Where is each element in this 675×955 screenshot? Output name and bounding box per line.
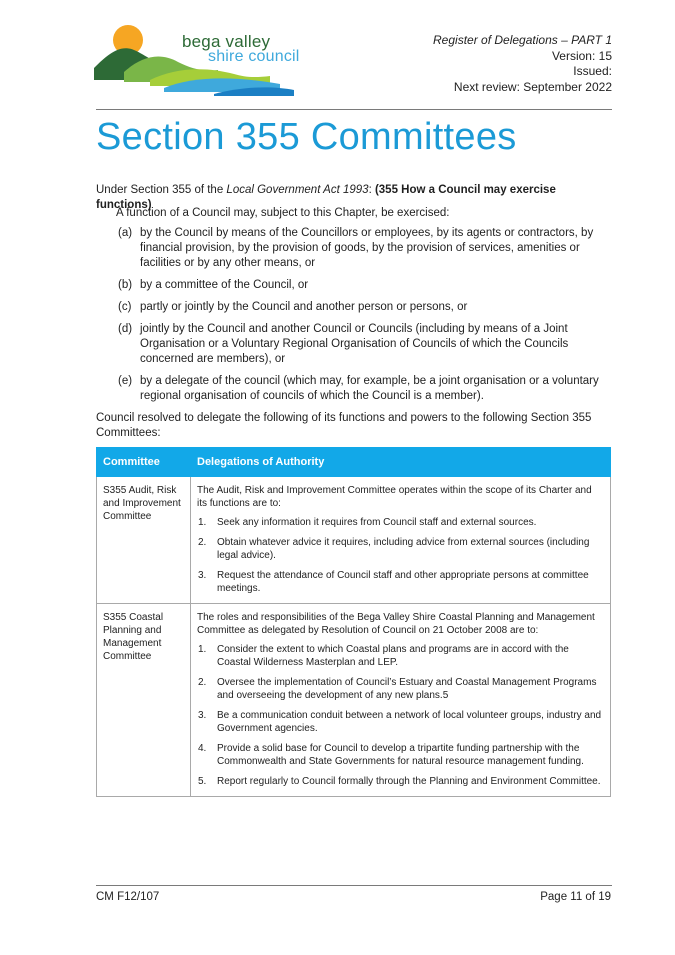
list-item (197, 643, 604, 669)
list-item (197, 709, 604, 735)
logo-text-line1: bega valley (182, 32, 271, 51)
page-title: Section 355 Committees (96, 116, 517, 158)
list-item (197, 775, 604, 788)
lead-paragraph: A function of a Council may, subject to this Chapter, be exercised: (116, 207, 450, 219)
delegation-intro: The roles and responsibilities of the Bega Valley Shire Coastal Planning and Management Committee as delegated by Resolution of Council on 21 October 2008 are to: (197, 612, 595, 636)
clause-text: by a delegate of the council (which may, for example, be a joint organisation or a voluntary regional organisation of councils of which the Council is a member). (140, 375, 599, 402)
delegations-column-header: Delegations of Authority (191, 448, 611, 477)
list-item (197, 516, 604, 529)
delegation-list (197, 643, 604, 788)
list-item (197, 676, 604, 702)
item-number: 4. (198, 743, 207, 754)
issued-text: Issued: (573, 64, 612, 78)
delegations-cell (191, 477, 611, 604)
header-divider (96, 109, 612, 110)
list-item (197, 569, 604, 595)
item-number: 1. (198, 644, 207, 655)
resolution-paragraph: Council resolved to delegate the following of its functions and powers to the following Section 355 Committees: (96, 412, 592, 439)
table-header-row (97, 448, 611, 477)
council-logo (94, 20, 324, 96)
list-item (197, 536, 604, 562)
document-meta (433, 33, 612, 95)
item-number: 5. (198, 776, 207, 787)
item-text: Report regularly to Council formally through the Planning and Environment Committee. (217, 776, 601, 787)
item-text: Provide a solid base for Council to develop a tripartite funding partnership with the Commonwealth and State Governments for natural resource management funding. (217, 743, 584, 767)
delegations-table (96, 447, 611, 797)
act-name: Local Government Act 1993 (226, 184, 369, 196)
clause-text: partly or jointly by the Council and another person or persons, or (140, 301, 468, 313)
footer-reference: CM F12/107 (96, 891, 160, 903)
item-text: Seek any information it requires from Council staff and external sources. (217, 517, 537, 528)
version-text: Version: 15 (551, 48, 612, 63)
item-number: 2. (198, 677, 207, 688)
doc-title: Register of Delegations – PART 1 (433, 33, 612, 47)
clause-b (118, 278, 612, 293)
clause-text: by the Council by means of the Councillors or employees, by its agents or contractors, by financial provision, by the provision of goods, by the provision of services, amenities or facilities or by any other means, or (140, 227, 594, 269)
committee-name: S355 Audit, Risk and Improvement Committee (97, 477, 191, 604)
clause-label: (e) (118, 375, 133, 387)
clause-d (118, 322, 612, 367)
clause-text: by a committee of the Council, or (140, 279, 309, 291)
clause-label: (b) (118, 279, 133, 291)
delegation-intro: The Audit, Risk and Improvement Committee operates within the scope of its Charter and its functions are to: (197, 485, 592, 509)
page-number: Page 11 of 19 (540, 891, 611, 903)
item-text: Consider the extent to which Coastal plans and programs are in accord with the Coastal Wilderness Masterplan and LEP. (217, 644, 569, 668)
clause-label: (d) (118, 323, 133, 335)
delegation-list (197, 516, 604, 595)
item-text: Oversee the implementation of Council’s Estuary and Coastal Management Programs and overseeing the development of any new plans.5 (217, 677, 597, 701)
delegations-cell (191, 604, 611, 797)
item-number: 2. (198, 537, 207, 548)
clause-a (118, 226, 612, 271)
intro-sep: : (368, 184, 375, 196)
clause-label: (c) (118, 301, 132, 313)
footer-divider (96, 885, 612, 886)
intro-prefix: Under Section 355 of the (96, 184, 227, 196)
committee-column-header: Committee (97, 448, 191, 477)
next-review-text: Next review: September 2022 (453, 79, 612, 94)
item-number: 3. (198, 570, 207, 581)
clause-e (118, 374, 612, 404)
item-text: Be a communication conduit between a network of local volunteer groups, industry and Government agencies. (217, 710, 602, 734)
item-number: 1. (198, 517, 207, 528)
logo-text-line2: shire council (208, 48, 300, 65)
clause-c (118, 300, 612, 315)
clause-text: jointly by the Council and another Council or Councils (including by means of a Joint Organisation or a Voluntary Regional Organisation of Councils of which the Councils concerned are members), or (140, 323, 569, 365)
section-heading: (355 How a Council may exercise functions) (96, 184, 556, 211)
clause-label: (a) (118, 227, 133, 239)
item-number: 3. (198, 710, 207, 721)
committee-name: S355 Coastal Planning and Management Committee (97, 604, 191, 797)
item-text: Obtain whatever advice it requires, including advice from external sources (including legal advice). (217, 537, 590, 561)
item-text: Request the attendance of Council staff and other appropriate persons at committee meetings. (217, 570, 589, 594)
table-row (97, 477, 611, 604)
table-row (97, 604, 611, 797)
list-item (197, 742, 604, 768)
